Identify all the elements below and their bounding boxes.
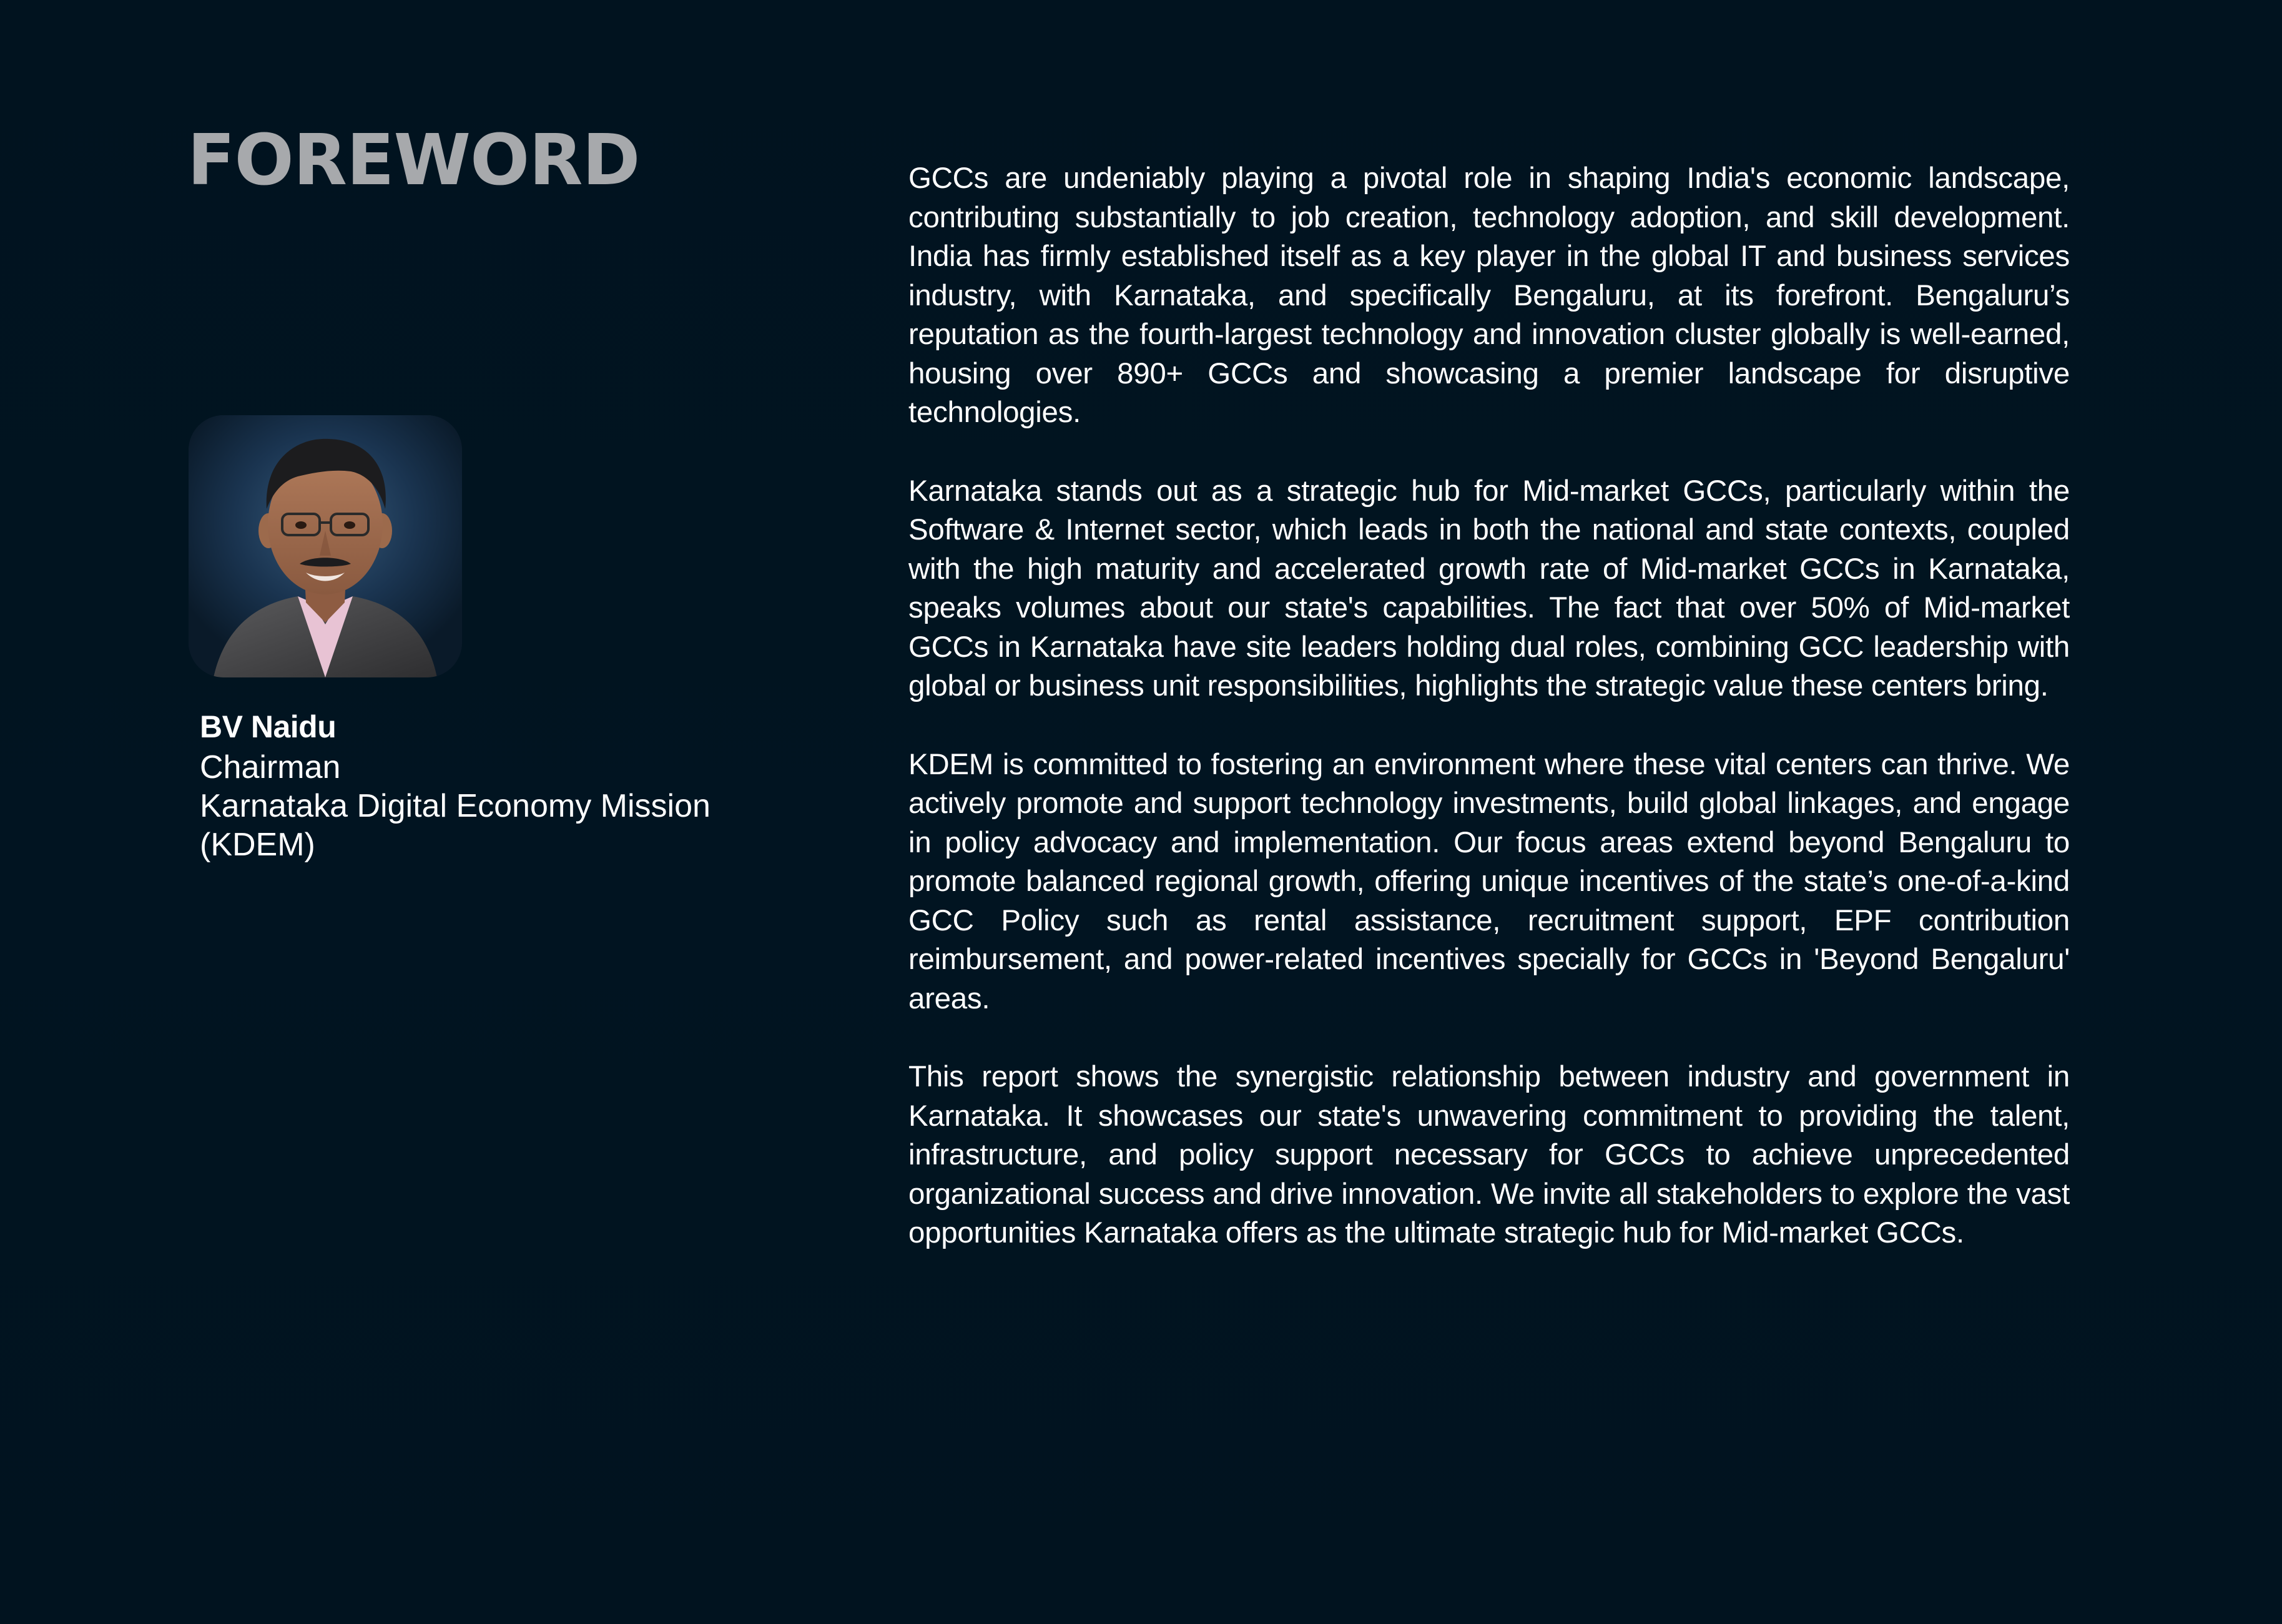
signatory-organization-abbr: (KDEM) (200, 827, 315, 863)
foreword-body (908, 159, 2070, 1292)
paragraph-3: KDEM is committed to fostering an environment where these vital centers can thrive. We actively promote and support technology investments, build global linkages, and engage in policy advocacy and implementation. Our focus areas extend beyond Bengaluru to promote balanced regional growth, offering unique incentives of the state’s one-of-a-kind GCC Policy such as rental assistance, recruitment support, EPF contribution reimbursement, and power-related incentives specially for GCCs in 'Beyond Bengaluru' areas. (908, 747, 2070, 1015)
signatory-organization: Karnataka Digital Economy Mission (200, 788, 711, 824)
signatory-block (200, 706, 762, 864)
page-title: FOREWORD (187, 120, 640, 201)
paragraph-4: This report shows the synergistic relationship between industry and government in Karnataka. It showcases our state's unwavering commitment to providing the talent, infrastructure, and policy support necessary for GCCs to achieve unprecedented organizational success and drive innovation. We invite all stakeholders to explore the vast opportunities Karnataka offers as the ultimate strategic hub for Mid-market GCCs. (908, 1060, 2070, 1249)
paragraph-1: GCCs are undeniably playing a pivotal role in shaping India's economic landscape, contributing substantially to job creation, technology adoption, and skill development. India has firmly established itself as a key player in the global IT and business services industry, with Karnataka, and specifically Bengaluru, at its forefront. Bengaluru’s reputation as the fourth-largest technology and innovation cluster globally is well-earned, housing over 890+ GCCs and showcasing a premier landscape for disruptive technologies. (908, 162, 2070, 429)
portrait-photo-icon (189, 415, 462, 677)
signatory-role: Chairman (200, 749, 341, 785)
portrait-illustration (189, 415, 462, 677)
signatory-name: BV Naidu (200, 709, 337, 744)
paragraph-2: Karnataka stands out as a strategic hub for Mid-market GCCs, particularly within the Software & Internet sector, which leads in both the national and state contexts, coupled with the high maturity and accelerated growth rate of Mid-market GCCs in Karnataka, speaks volumes about our state's capabilities. The fact that over 50% of Mid-market GCCs in Karnataka have site leaders holding dual roles, combining GCC leadership with global or business unit responsibilities, highlights the strategic value these centers bring. (908, 474, 2070, 702)
